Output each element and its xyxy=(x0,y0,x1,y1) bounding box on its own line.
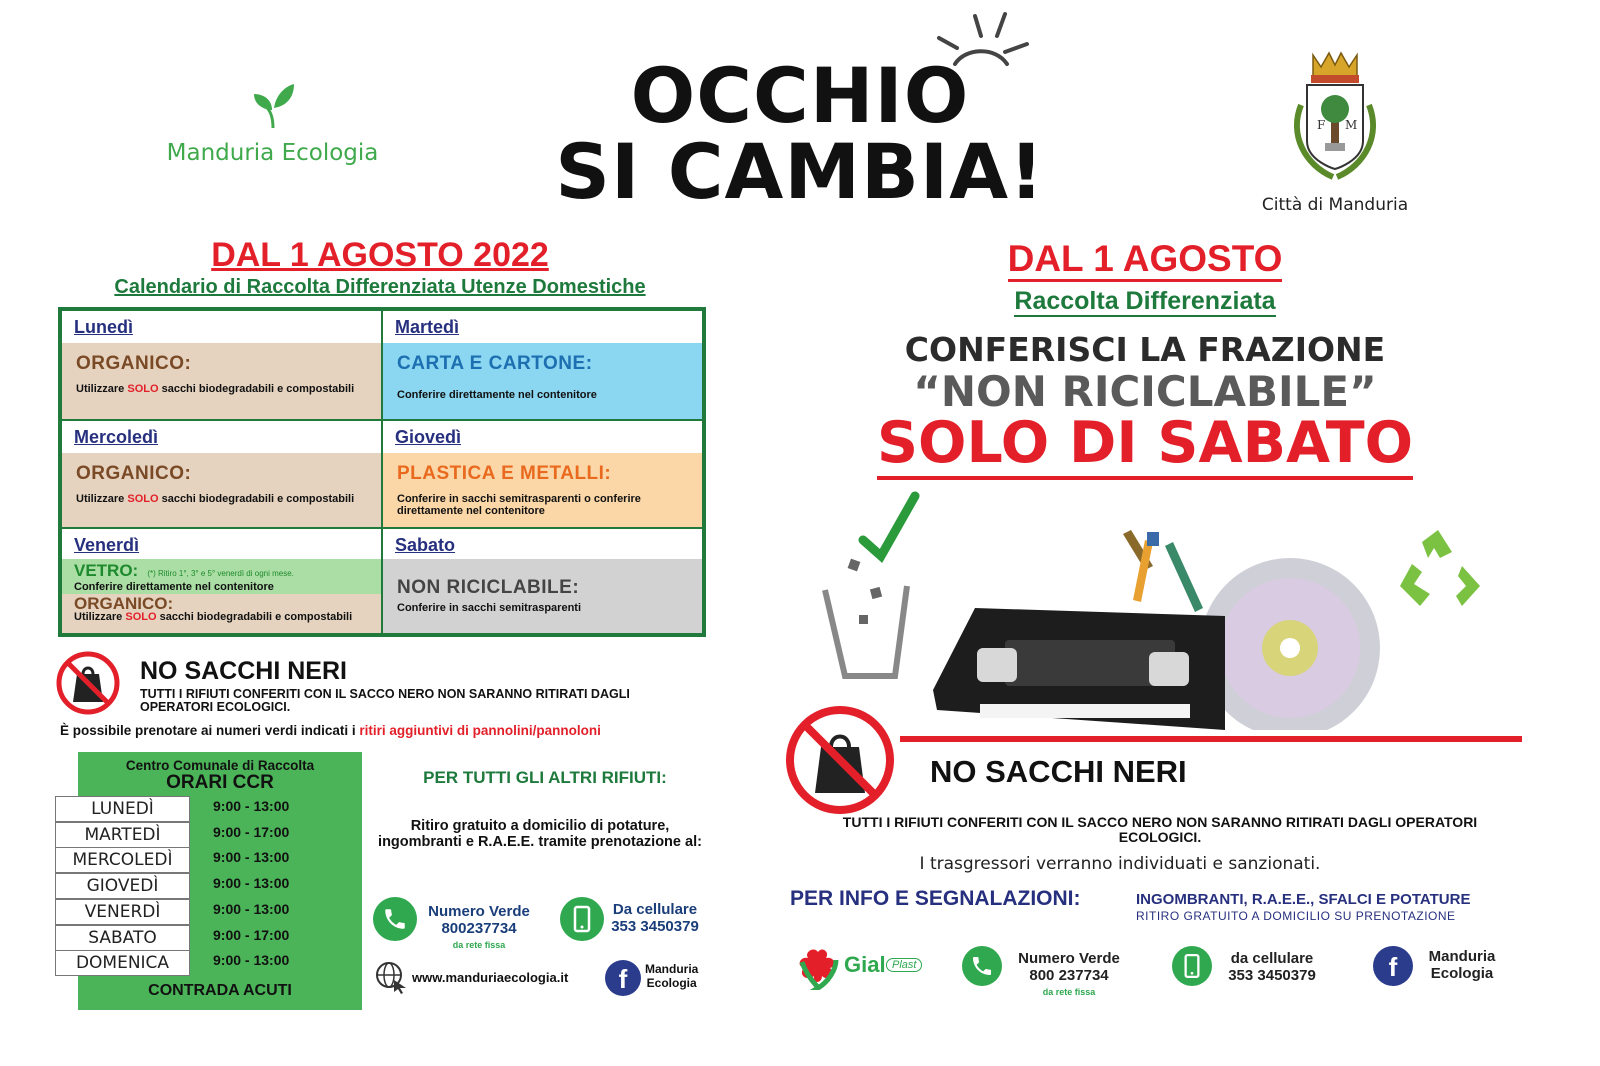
info-sub: RITIRO GRATUITO A DOMICILIO SU PRENOTAZIONE xyxy=(1136,909,1456,923)
bin-icon xyxy=(825,586,907,676)
gial-text: Gial xyxy=(844,952,886,977)
divider-line xyxy=(900,736,1522,742)
info-label: PER INFO E SEGNALAZIONI: xyxy=(790,887,1081,910)
facebook-label-right: Manduria Ecologia xyxy=(1428,948,1496,982)
ccr-hours: 9:00 - 13:00 xyxy=(213,798,290,814)
website-link[interactable]: www.manduriaecologia.it xyxy=(412,970,569,985)
no-black-bag-icon xyxy=(55,650,121,716)
no-bags-title-right: NO SACCHI NERI xyxy=(930,754,1187,789)
waste-note: Conferire direttamente nel contenitore xyxy=(74,581,274,593)
collection-calendar xyxy=(58,307,706,637)
quote-line: “NON RICICLABILE” xyxy=(913,367,1377,416)
phone-icon xyxy=(373,897,417,941)
facebook-icon[interactable]: f xyxy=(605,960,641,996)
globe-icon xyxy=(374,960,408,994)
waste-type: NON RICICLABILE: xyxy=(397,577,580,598)
gial-plast-logo xyxy=(792,946,942,986)
ccr-title: Centro Comunale di Raccolta xyxy=(125,758,315,773)
ccr-day: MERCOLEDÌ xyxy=(55,847,190,873)
title-line2: SI CAMBIA! xyxy=(555,127,1045,216)
numero-verde-left: Numero Verde 800237734 da rete fissa xyxy=(428,903,530,950)
cellulare-right: da cellulare 353 3450379 xyxy=(1228,950,1316,984)
checkmark-icon xyxy=(863,496,915,556)
waste-type: ORGANICO: xyxy=(76,353,192,374)
waste-note: Conferire in sacchi semitrasparenti o conferire direttamente nel contenitore xyxy=(397,493,641,517)
no-bags-title: NO SACCHI NERI xyxy=(140,657,347,685)
cellulare-left: Da cellulare 353 3450379 xyxy=(611,901,699,935)
ccr-subtitle: ORARI CCR xyxy=(166,772,274,793)
ccr-hours-row xyxy=(55,950,355,976)
waste-illustration xyxy=(815,490,1515,730)
svg-text:M: M xyxy=(1345,118,1358,132)
right-date-title: DAL 1 AGOSTO xyxy=(870,238,1420,280)
title-line1: OCCHIO xyxy=(630,51,970,140)
calendar-cell-martedi xyxy=(382,310,703,420)
numero-verde-right: Numero Verde 800 237734 da rete fissa xyxy=(1018,950,1120,997)
waste-type: CARTA E CARTONE: xyxy=(397,353,593,374)
day-label: Martedì xyxy=(395,317,460,337)
ccr-hours: 9:00 - 13:00 xyxy=(213,900,290,917)
ccr-hours-row xyxy=(55,822,355,848)
waste-note: Utilizzare SOLO sacchi biodegradabili e compostabili xyxy=(76,383,355,395)
calendar-cell-mercoledi xyxy=(61,420,382,528)
calendar-cell-venerdi xyxy=(61,528,382,634)
waste-type: ORGANICO: xyxy=(76,463,192,484)
ccr-hours-row xyxy=(55,899,355,925)
recycle-icon xyxy=(1400,530,1480,606)
ccr-hours: 9:00 - 13:00 xyxy=(213,952,290,969)
no-black-bag-icon-large xyxy=(785,705,895,815)
conf-line: CONFERISCI LA FRAZIONE xyxy=(904,330,1386,369)
main-title xyxy=(540,51,1060,216)
waste-note-2: Utilizzare SOLO sacchi biodegradabili e compostabili xyxy=(74,611,353,623)
waste-type: VETRO: xyxy=(74,561,139,580)
waste-type-note: (*) Ritiro 1°, 3° e 5° venerdì di ogni mese. xyxy=(147,569,294,578)
facebook-label-left: Manduria Ecologia xyxy=(645,962,699,990)
day-label: Sabato xyxy=(395,535,456,555)
day-label: Mercoledì xyxy=(74,427,159,447)
day-label: Giovedì xyxy=(395,427,462,447)
flower-icon xyxy=(792,946,844,990)
ccr-day: MARTEDÌ xyxy=(55,822,190,848)
solo-line: SOLO DI SABATO xyxy=(840,410,1450,476)
mobile-icon-right xyxy=(1172,946,1212,986)
waste-type: PLASTICA E METALLI: xyxy=(397,463,612,484)
left-logo-text: Manduria Ecologia xyxy=(166,140,379,166)
waste-note: Conferire in sacchi semitrasparenti xyxy=(397,602,582,614)
svg-text:F: F xyxy=(1317,118,1326,132)
ccr-day: SABATO xyxy=(55,925,190,951)
day-label: Venerdì xyxy=(74,535,140,555)
ccr-hours: 9:00 - 17:00 xyxy=(213,926,290,943)
facebook-icon-right[interactable]: f xyxy=(1373,946,1413,986)
no-bags-text: TUTTI I RIFIUTI CONFERITI CON IL SACCO NERO NON SARANNO RITIRATI DAGLI OPERATORI ECOLOGICI. xyxy=(140,687,630,714)
plast-text: Plast xyxy=(886,958,922,972)
other-waste-title: PER TUTTI GLI ALTRI RIFIUTI: xyxy=(423,768,667,787)
info-items: INGOMBRANTI, R.A.E.E., SFALCI E POTATURE xyxy=(1136,891,1471,908)
sparkle-icon xyxy=(935,8,1045,78)
ccr-hours: 9:00 - 13:00 xyxy=(213,875,290,892)
ccr-hours-row xyxy=(55,847,355,873)
ccr-hours-row xyxy=(55,925,355,951)
ccr-hours: 9:00 - 17:00 xyxy=(213,823,290,840)
waste-type-2: ORGANICO: xyxy=(74,594,174,613)
right-logo-text: Città di Manduria xyxy=(1261,195,1409,215)
waste-note: Utilizzare SOLO sacchi biodegradabili e compostabili xyxy=(76,493,355,505)
manduria-ecologia-logo xyxy=(155,80,390,166)
mobile-icon xyxy=(560,897,604,941)
ccr-hours-row xyxy=(55,796,355,822)
leaf-icon xyxy=(248,80,298,130)
ccr-day: DOMENICA xyxy=(55,950,190,976)
calendar-cell-lunedi xyxy=(61,310,382,420)
no-bags-text-right: TUTTI I RIFIUTI CONFERITI CON IL SACCO NERO NON SARANNO RITIRATI DAGLI OPERATORI ECOLOGICI. xyxy=(842,814,1478,845)
calendar-cell-sabato xyxy=(382,528,703,634)
citta-manduria-logo xyxy=(1255,45,1415,215)
phone-icon-right xyxy=(962,946,1002,986)
other-waste-text: Ritiro gratuito a domicilio di potature, ingombranti e R.A.E.E. tramite prenotazione al: xyxy=(378,818,702,850)
ccr-hours: 9:00 - 13:00 xyxy=(213,849,290,866)
ccr-day: GIOVEDÌ xyxy=(55,873,190,899)
ccr-footer: CONTRADA ACUTI xyxy=(148,982,292,999)
ccr-day: VENERDÌ xyxy=(55,899,190,925)
day-label: Lunedì xyxy=(74,317,133,337)
ccr-day: LUNEDÌ xyxy=(55,796,190,822)
calendar-cell-giovedi xyxy=(382,420,703,528)
booking-text: È possibile prenotare ai numeri verdi indicati i ritiri aggiuntivi di pannolini/pannoloni xyxy=(60,723,601,738)
right-subtitle: Raccolta Differenziata xyxy=(1014,287,1276,315)
sanctions-text: I trasgressori verranno individuati e sanzionati. xyxy=(919,854,1321,874)
calendar-title: Calendario di Raccolta Differenziata Utenze Domestiche xyxy=(114,276,646,298)
waste-note: Conferire direttamente nel contenitore xyxy=(397,389,597,401)
left-date-title: DAL 1 AGOSTO 2022 xyxy=(211,236,549,274)
ccr-hours-row xyxy=(55,873,355,899)
coat-of-arms-icon xyxy=(1275,45,1395,185)
